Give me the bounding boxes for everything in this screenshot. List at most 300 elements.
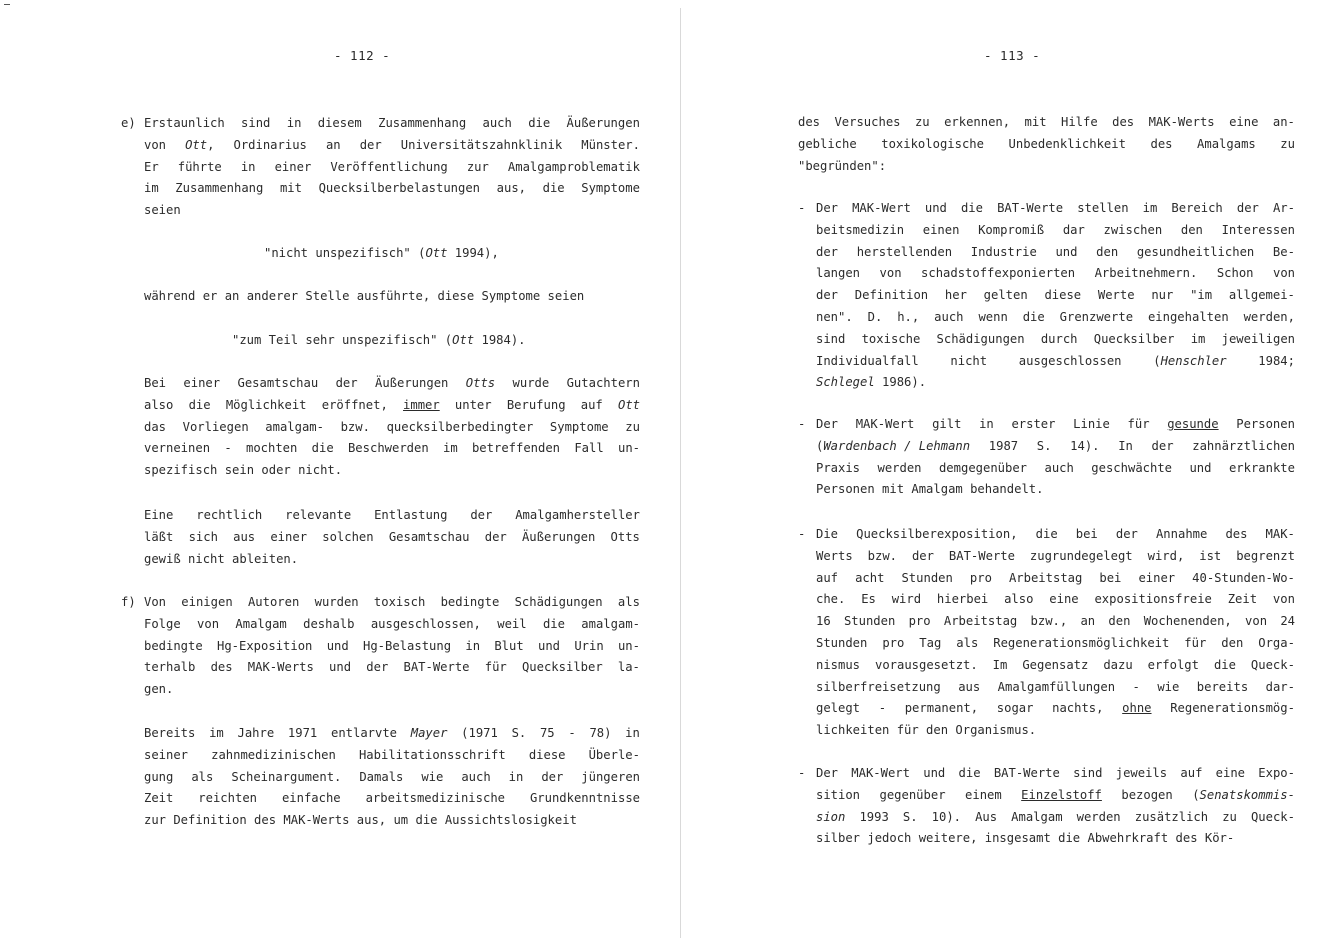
text-segment: "zum Teil sehr unspezifisch" (: [232, 333, 453, 347]
word: Praxis: [816, 460, 861, 475]
word: arbeitsmedizinische: [365, 791, 505, 806]
text-line: [798, 138, 1295, 150]
text-line: silber jedoch weitere, insgesamt die Abwehrkraft des Kör-: [816, 831, 1235, 846]
word: Vorliegen: [182, 419, 249, 434]
word: der: [816, 244, 839, 259]
emphasized-word: immer: [403, 397, 440, 412]
word: des: [210, 660, 233, 675]
word: MAK-Werts: [247, 660, 314, 675]
word: 1993: [859, 809, 889, 824]
word: [816, 440, 970, 452]
word: Zeit: [144, 791, 174, 806]
word: zu: [1222, 809, 1237, 824]
word: im: [144, 181, 159, 196]
word: läßt: [144, 529, 174, 544]
word: Versuches: [834, 115, 901, 129]
text-line: [816, 572, 1295, 584]
word: zugrundegelegt: [1029, 548, 1133, 563]
word: bei: [1075, 527, 1098, 541]
word: MAK-Wert: [855, 417, 915, 431]
word: amalgam-: [581, 616, 640, 631]
word: -: [568, 726, 576, 740]
word: unter: [454, 397, 492, 412]
word: auch: [934, 310, 964, 324]
word: jeweiligen: [1221, 331, 1295, 346]
citation-author: Ott: [617, 397, 640, 412]
word: Habilitationsschrift: [358, 747, 506, 762]
text-line: [144, 596, 640, 608]
word: werden: [1076, 809, 1121, 824]
word: sogar: [996, 701, 1034, 716]
word: h.,: [897, 310, 920, 324]
word: Er: [144, 159, 159, 174]
text-segment: 1994),: [447, 246, 499, 260]
word: der: [1151, 438, 1174, 453]
word: pro: [969, 570, 992, 585]
word: den: [1221, 636, 1244, 650]
word: Werts: [816, 548, 853, 563]
text-line: [816, 702, 1295, 714]
word: 1984;: [1258, 353, 1295, 368]
text-line: [144, 509, 640, 521]
word: Damals: [359, 769, 404, 784]
word: -: [224, 441, 232, 456]
text-line: [816, 681, 1295, 693]
list-marker: -: [798, 527, 806, 541]
text-line: gen.: [144, 682, 174, 697]
word: Es: [861, 592, 876, 607]
word: zu: [914, 115, 930, 129]
word: hierbei: [936, 592, 989, 607]
word: BAT-Werte: [948, 548, 1015, 563]
word: sich: [188, 529, 218, 544]
text-line: seien: [144, 203, 181, 218]
word: der: [541, 769, 564, 784]
word: Quecksilber: [521, 660, 603, 675]
text-line: [144, 117, 640, 129]
citation-author: Ott: [452, 333, 475, 347]
word: Regenerationsmöglichkeit: [993, 636, 1170, 650]
page-number: - 113 -: [984, 48, 1041, 63]
list-marker: -: [798, 417, 806, 431]
word: bedingte: [440, 595, 500, 609]
word: gilt: [932, 417, 962, 431]
list-marker: -: [798, 766, 806, 780]
word: Individualfall: [816, 353, 919, 368]
text-line: [144, 618, 640, 630]
text-line: [144, 749, 640, 761]
word: Von: [144, 595, 167, 609]
word: Gesamtschau: [237, 376, 319, 390]
word: Otts: [610, 529, 640, 544]
word: einfache: [281, 791, 341, 806]
word: Zusammenhang: [378, 116, 467, 130]
word: wie: [421, 769, 444, 784]
word: Amalgam: [235, 616, 287, 631]
word: Autoren: [247, 595, 300, 609]
word: (: [816, 438, 824, 453]
citation-author: Ott: [425, 246, 448, 260]
word: allgemei-: [1228, 288, 1295, 303]
word: ,: [207, 137, 215, 152]
word: demgegenüber: [938, 460, 1028, 475]
word: Personen: [1236, 417, 1295, 431]
word: ist: [1199, 548, 1222, 563]
word: D.: [867, 310, 883, 324]
word: Arbeitstag: [943, 614, 1018, 629]
word: silberfreisetzung: [816, 679, 941, 694]
word: Fall: [574, 441, 604, 456]
text-segment: "nicht unspezifisch" (: [264, 246, 426, 260]
word: Universitätszahnklinik: [400, 137, 563, 152]
word: von: [879, 266, 902, 281]
word: reichten: [198, 791, 257, 806]
word: die: [311, 441, 334, 456]
word: Queck-: [1250, 809, 1295, 824]
word: Amalgamfüllungen: [997, 679, 1116, 694]
emphasized-word: Einzelstoff: [1021, 787, 1102, 802]
word: des: [1225, 527, 1248, 541]
word: den: [1096, 244, 1119, 259]
word: solchen: [322, 529, 374, 544]
word: zahnärztlichen: [1192, 438, 1295, 453]
word: werden,: [1243, 310, 1295, 324]
word: also: [1004, 592, 1034, 607]
word: vorausgesetzt.: [874, 657, 978, 672]
word: bereits: [1196, 679, 1249, 694]
text-line: [144, 792, 640, 804]
word: nachts,: [1052, 701, 1104, 716]
word: dar-: [1265, 679, 1295, 694]
word: 78): [589, 726, 612, 740]
word: Industrie: [970, 244, 1037, 259]
text-line: [816, 440, 1295, 452]
word: Erstaunlich: [144, 116, 225, 130]
word: Entlastung: [374, 508, 448, 522]
word: von: [1272, 592, 1295, 607]
word: für: [1184, 636, 1207, 650]
word: Möglichkeit: [225, 397, 307, 412]
word: Berufung: [506, 397, 566, 412]
word: beitsmedizin: [816, 222, 905, 237]
word: Schädigungen: [514, 595, 603, 609]
word: die: [542, 181, 565, 196]
word: und: [538, 638, 561, 653]
word: also: [144, 397, 174, 412]
word: Kompromiß: [978, 222, 1045, 237]
word: nicht: [950, 353, 988, 368]
word: 10).: [931, 809, 961, 824]
word: mochten: [245, 441, 298, 456]
text-line: Personen mit Amalgam behandelt.: [816, 482, 1044, 497]
word: den: [1108, 614, 1131, 629]
word: Stunden: [843, 614, 896, 629]
word: zwischen: [1103, 222, 1163, 237]
word: aus,: [496, 181, 526, 196]
word: nismus: [816, 657, 861, 672]
word: und: [1189, 460, 1212, 475]
text-line: [816, 311, 1295, 323]
word: toxisch: [373, 595, 426, 609]
word: zur: [466, 159, 489, 174]
word: Queck-: [1250, 657, 1295, 672]
word: eingehalten: [1147, 310, 1229, 324]
word: in: [625, 726, 640, 740]
citation-author: Ott: [185, 137, 208, 152]
word: Linie: [1073, 417, 1110, 431]
word: Orga-: [1258, 636, 1295, 650]
word: in: [240, 159, 256, 174]
word: Hilfe: [1061, 115, 1098, 129]
word: relevante: [285, 508, 352, 522]
text-line: [144, 161, 640, 173]
text-line: [816, 267, 1295, 279]
word: Scheinargument.: [231, 769, 342, 784]
word: einer: [270, 529, 308, 544]
word: begrenzt: [1236, 548, 1295, 563]
word: bedingte: [144, 638, 203, 653]
word: "im: [1190, 288, 1213, 303]
word: deshalb: [303, 616, 355, 631]
word: der: [470, 508, 493, 522]
word: S.: [902, 809, 918, 824]
word: werden: [877, 460, 922, 475]
word: geschwächte: [1091, 460, 1173, 475]
word: Stunden: [816, 636, 868, 650]
word: mit: [279, 181, 302, 196]
word: -: [878, 701, 887, 716]
word: des: [798, 115, 821, 129]
word: und: [923, 766, 946, 780]
word: Amalgam: [1011, 809, 1063, 824]
word: Quecksilber: [1093, 331, 1175, 346]
word: 40-Stunden-Wo-: [1192, 570, 1295, 585]
word: Expo-: [1258, 766, 1295, 780]
word: Gegensatz: [1022, 657, 1089, 672]
word: Blut: [494, 638, 524, 653]
word: sind: [1073, 766, 1103, 780]
word: diese: [1044, 288, 1082, 303]
text-line: [798, 116, 1295, 128]
citation-author: Schlegel: [816, 375, 875, 390]
text-line: [816, 659, 1295, 671]
word: die: [958, 766, 981, 780]
text-line: zur Definition des MAK-Werts aus, um die Aussichtslosigkeit: [144, 813, 577, 828]
word: die: [542, 616, 565, 631]
word: dazu: [1103, 657, 1133, 672]
word: Zusammenhang: [175, 181, 264, 196]
word: aus: [958, 679, 981, 694]
citation-author: sion: [816, 809, 846, 824]
word: Be-: [1272, 244, 1295, 259]
word: amalgam-: [265, 419, 324, 434]
word: auf: [816, 570, 839, 585]
text-line: [816, 593, 1295, 605]
word: Schon: [1216, 266, 1254, 281]
word: in: [979, 417, 994, 431]
word: Überle-: [588, 747, 640, 762]
text-line: [816, 246, 1295, 258]
text-line: [144, 640, 640, 652]
word: Äußerungen: [521, 529, 596, 544]
word: sition: [816, 787, 861, 802]
word: eröffnet,: [321, 397, 388, 412]
word: Arbeitstag: [1008, 570, 1083, 585]
word: 1987: [988, 438, 1019, 453]
text-line: spezifisch sein oder nicht.: [144, 463, 343, 478]
word: wie: [1157, 679, 1180, 694]
list-marker: -: [798, 201, 806, 215]
word: einer: [1138, 570, 1176, 585]
word: im: [1190, 331, 1206, 346]
word: zu: [1280, 136, 1295, 151]
word: Unbedenklichkeit: [1008, 136, 1126, 151]
word: Definition: [854, 288, 929, 303]
word: und: [1055, 244, 1078, 259]
word: Gesamtschau: [388, 529, 470, 544]
word: betreffenden: [471, 441, 561, 456]
word: gelten: [983, 288, 1028, 303]
word: wurden: [314, 595, 359, 609]
citation-author: Mayer: [410, 726, 448, 740]
word: erfolgt: [1147, 657, 1199, 672]
word: und: [329, 660, 352, 675]
word: des: [1150, 136, 1173, 151]
word: sind: [241, 116, 271, 130]
word: der: [816, 288, 839, 303]
word: und: [924, 201, 947, 215]
text-line: während er an anderer Stelle ausführte, diese Symptome seien: [144, 289, 585, 303]
text-line: [816, 418, 1295, 430]
word: Interessen: [1221, 222, 1295, 237]
word: mit: [1024, 115, 1047, 129]
emphasized-word: gesunde: [1167, 417, 1219, 431]
word: einer: [183, 376, 221, 390]
word: zusätzlich: [1134, 809, 1209, 824]
word: auch: [461, 769, 491, 784]
text-line: "begründen":: [798, 158, 887, 173]
word: Eine: [144, 508, 174, 522]
text-line: [816, 462, 1295, 474]
word: 24: [1280, 614, 1295, 629]
word: erkennen,: [944, 115, 1011, 129]
word: eine: [1229, 115, 1259, 129]
word: Jahre: [237, 726, 275, 740]
word: 14).: [1070, 438, 1100, 453]
word: das: [144, 419, 167, 434]
word: Ordinarius: [233, 137, 307, 152]
word: Der: [816, 201, 839, 215]
emphasized-word: ohne: [1122, 701, 1152, 716]
word: auch: [482, 116, 512, 130]
word: gegenüber: [879, 787, 946, 802]
word: (1971: [461, 726, 498, 740]
text-line: [232, 334, 526, 346]
word: von: [197, 616, 220, 631]
word: Symptome: [549, 419, 609, 434]
citation-author: Henschler: [1160, 353, 1227, 368]
word: auf: [580, 397, 603, 412]
text-line: [144, 531, 640, 543]
word: die: [1213, 657, 1236, 672]
word: pro: [882, 636, 905, 650]
word: im: [442, 441, 458, 456]
word: un-: [617, 441, 640, 456]
word: permanent,: [904, 701, 979, 716]
word: Bereits: [144, 726, 196, 740]
word: In: [1118, 438, 1133, 453]
word: die: [1022, 310, 1045, 324]
word: gesundheitlichen: [1136, 244, 1255, 259]
word: Gutachtern: [566, 376, 640, 390]
word: Aus: [975, 809, 998, 824]
word: von: [144, 137, 167, 152]
word: ausgeschlossen,: [370, 616, 481, 631]
word: in: [465, 638, 481, 653]
word: diese: [528, 747, 566, 762]
word: Die: [816, 527, 839, 541]
word: Schädigungen: [936, 331, 1025, 346]
text-line: [816, 224, 1295, 236]
word: toxische: [861, 331, 921, 346]
word: jeweils: [1115, 766, 1168, 780]
text-segment: 1986).: [874, 375, 927, 390]
citation-author: Wardenbach / Lehmann: [823, 438, 971, 453]
text-line: [144, 661, 640, 673]
text-line: [816, 615, 1295, 627]
word: langen: [816, 266, 861, 281]
word: der: [1115, 527, 1138, 541]
word: die: [1035, 527, 1058, 541]
word: und: [326, 638, 349, 653]
word: Grenzwerte: [1059, 310, 1134, 324]
text-line: [144, 182, 640, 194]
word: auch: [1044, 460, 1074, 475]
word: wird: [891, 592, 922, 607]
word: Bereich: [1171, 201, 1223, 215]
word: einigen: [181, 595, 233, 609]
word: von: [1245, 614, 1268, 629]
text-line: [144, 377, 640, 389]
word: erkrankte: [1228, 460, 1295, 475]
word: Werte: [1097, 288, 1135, 303]
text-line: [144, 727, 640, 739]
word: Bei: [144, 376, 167, 390]
word: nur: [1151, 288, 1174, 303]
word: weil: [497, 616, 527, 631]
word: seiner: [144, 747, 189, 762]
text-line: [144, 399, 640, 411]
text-line: [816, 811, 1295, 823]
word: ausgeschlossen: [1018, 353, 1122, 368]
word: gung: [144, 769, 174, 784]
word: an: [325, 137, 341, 152]
citation-author: Otts: [465, 376, 496, 390]
word: nen".: [816, 310, 853, 324]
word: wurde: [512, 376, 550, 390]
word: stellen: [1077, 201, 1129, 215]
word: gelegt: [816, 701, 861, 716]
page-number: - 112 -: [334, 48, 391, 63]
word: dar: [1062, 222, 1085, 237]
word: zahnmedizinischen: [211, 747, 336, 762]
word: herstellenden: [856, 244, 953, 259]
text-line: lichkeiten für den Organismus.: [816, 723, 1037, 738]
text-line: [144, 139, 640, 151]
word: expositionsfreie: [1094, 592, 1212, 607]
word: MAK-Werts: [1148, 115, 1215, 129]
word: Regenerationsmög-: [1170, 701, 1295, 716]
